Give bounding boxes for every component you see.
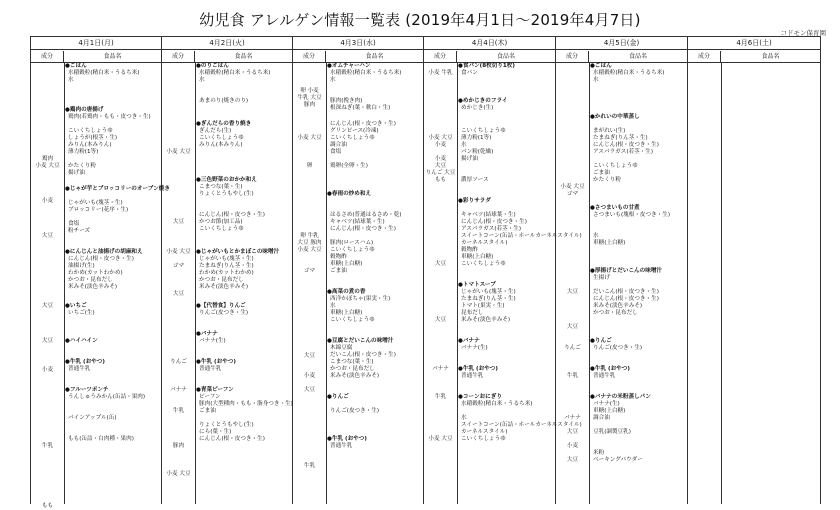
dish-name: ●牛乳 (おやつ) bbox=[65, 359, 105, 365]
dish-name: ●鶏肉の唐揚げ bbox=[65, 107, 104, 113]
ingredient-name: 水稲穀粒(精白米・うるち米) bbox=[461, 401, 533, 407]
ingredient-name: 薄力粉(1等) bbox=[68, 149, 99, 155]
dish-name: ●バナナ bbox=[196, 331, 218, 337]
dish-name: ●彩りサラダ bbox=[458, 198, 491, 204]
ingredient-name: かつお節(加工品) bbox=[199, 219, 243, 225]
ingredient-name: バナナ(生) bbox=[199, 338, 226, 344]
dish-name: ●フルーツポンチ bbox=[65, 387, 109, 393]
ingredient-name: うんしゅうみかん(缶詰・果肉) bbox=[68, 394, 146, 400]
allergen-cell: 大豆 bbox=[41, 233, 54, 239]
allergen-header: 成分 bbox=[31, 51, 64, 63]
ingredient-name: 車糖(上白糖) bbox=[593, 240, 626, 246]
allergen-cell: りんご bbox=[564, 345, 581, 351]
ingredient-name: 水 bbox=[330, 77, 336, 83]
day-column-2 bbox=[162, 37, 293, 504]
allergen-cell: バナナ bbox=[564, 415, 581, 421]
ingredient-name: かたくり粉 bbox=[68, 163, 96, 169]
allergen-cell: 小麦 大豆 ゴマ bbox=[560, 184, 585, 197]
allergen-cell: 牛乳 bbox=[41, 443, 54, 449]
food-header: 食品名 bbox=[628, 53, 647, 60]
dish-name: ●三色野菜のおかか和え bbox=[196, 177, 257, 183]
dish-name: ●りんご bbox=[590, 338, 612, 344]
ingredient-name: 米みそ(淡色辛みそ) bbox=[593, 303, 643, 309]
allergen-cell: 大豆 bbox=[41, 303, 54, 309]
ingredient-name: にんじん(根・皮つき・生) bbox=[593, 142, 659, 148]
food-header: 食品名 bbox=[234, 53, 253, 60]
dish-name: ●めかじきのフライ bbox=[458, 98, 508, 104]
ingredient-name: だいこん(根・皮つき・生) bbox=[593, 289, 659, 295]
ingredient-name: 車糖(上白糖) bbox=[330, 310, 363, 316]
ingredient-name: パインアップル(缶) bbox=[68, 415, 117, 421]
allergen-cell: 小麦 牛乳 bbox=[428, 70, 453, 76]
dish-name: ●ハイハイン bbox=[65, 338, 98, 344]
allergen-cell: 小麦 大豆 小麦 小麦 大豆 りんご 大豆 もも bbox=[425, 135, 456, 183]
ingredient-name: カーネルスタイル) bbox=[461, 240, 508, 246]
ingredient-name: 油揚げ(生) bbox=[68, 263, 95, 269]
ingredient-name: 根深ねぎ(葉・軟白・生) bbox=[330, 105, 391, 111]
allergen-header: 成分 bbox=[688, 51, 721, 63]
ingredient-name: たまねぎ(りん茎・生) bbox=[593, 135, 648, 141]
ingredient-name: スイートコーン(缶詰・ホールカーネルスタイル) bbox=[461, 422, 582, 428]
ingredient-name: 生揚げ bbox=[593, 275, 610, 281]
ingredient-name: 薄力粉(1等) bbox=[461, 135, 492, 141]
column-subheader bbox=[556, 51, 687, 63]
ingredient-name: ピーフン bbox=[199, 394, 221, 400]
ingredient-name: にんじん(根・皮つき・生) bbox=[330, 226, 396, 232]
allergen-cell: 小麦 大豆 bbox=[166, 471, 191, 477]
allergen-cell: 牛乳 bbox=[172, 408, 185, 414]
ingredient-name: 豚肉(ロースハム) bbox=[330, 240, 374, 246]
ingredient-name: アスパラガス(若茎・生) bbox=[593, 149, 654, 155]
date-header: 4月5日(金) bbox=[556, 37, 687, 50]
allergen-cell: 小麦 大豆 bbox=[428, 436, 453, 442]
ingredient-name: しょうが(根茎・生) bbox=[68, 135, 118, 141]
ingredient-name: 水稲穀粒(精白米・うるち米) bbox=[68, 70, 140, 76]
ingredient-name: キャベツ(結球葉・生) bbox=[461, 212, 516, 218]
ingredient-name: 鶏肉(若鶏肉・もも・皮つき・生) bbox=[68, 114, 151, 120]
ingredient-name: りょくとうもやし(生) bbox=[199, 191, 254, 197]
ingredient-name: 豚肉(大型種肉・もも・脂身つき・生) bbox=[199, 401, 293, 407]
column-body bbox=[293, 63, 423, 504]
dish-name: ●高菜の煮の香 bbox=[327, 289, 366, 295]
ingredient-name: ごま油 bbox=[199, 408, 216, 414]
dish-name: ●にんじんと油揚げの胡麻和え bbox=[65, 249, 143, 255]
allergen-cell: 小麦 bbox=[566, 443, 579, 449]
ingredient-name: 昆布だし bbox=[461, 310, 484, 316]
ingredient-name: 水 bbox=[461, 142, 467, 148]
ingredient-name: こいくちしょうゆ bbox=[461, 436, 506, 442]
ingredient-name: アスパラガス(若茎・生) bbox=[461, 226, 522, 232]
day-column-3 bbox=[293, 37, 424, 504]
ingredient-name: ぎんだら(生) bbox=[199, 128, 232, 134]
dish-name: ●春雨の炒め和え bbox=[327, 191, 372, 197]
allergen-header: 成分 bbox=[556, 51, 589, 63]
dish-name: ●牛乳 (おやつ) bbox=[196, 359, 236, 365]
dish-name: ●オムチャーハン bbox=[327, 63, 371, 69]
ingredient-name: スイートコーン(缶詰・ホールカーネルスタイル) bbox=[461, 233, 582, 239]
column-body bbox=[31, 63, 170, 509]
ingredient-name: 調合油 bbox=[330, 142, 347, 148]
allergen-header: 成分 bbox=[293, 51, 326, 63]
allergen-cell: 小麦 bbox=[41, 198, 54, 204]
date-header: 4月3日(水) bbox=[293, 37, 423, 50]
ingredient-name: 粉チーズ bbox=[68, 228, 91, 234]
allergen-cell: もも bbox=[41, 503, 54, 509]
food-header: 食品名 bbox=[103, 53, 122, 60]
ingredient-name: 濃厚ソース bbox=[461, 177, 489, 183]
ingredient-name: ごま油 bbox=[330, 268, 347, 274]
allergen-cell: 豚肉 bbox=[172, 443, 185, 449]
ingredient-name: 鶏卵(全卵・生) bbox=[330, 163, 368, 169]
column-divider bbox=[721, 63, 722, 504]
allergen-header: 成分 bbox=[162, 51, 195, 63]
ingredient-name: わかめ(カットわかめ) bbox=[199, 270, 254, 276]
ingredient-name: わかめ(カットわかめ) bbox=[68, 270, 123, 276]
ingredient-name: にんじん(根・皮つき・生) bbox=[461, 219, 527, 225]
organization-name: コドモン保育園 bbox=[780, 29, 826, 37]
ingredient-name: 調合油 bbox=[593, 415, 610, 421]
ingredient-name: かつお・昆布だし bbox=[593, 310, 638, 316]
ingredient-name: にんじん(根・皮つき・生) bbox=[593, 296, 659, 302]
dish-name: ●牛乳 (おやつ) bbox=[458, 366, 498, 372]
column-subheader bbox=[31, 51, 161, 63]
ingredient-name: じゃがいも(塊茎・生) bbox=[461, 289, 516, 295]
ingredient-name: りんご(皮つき・生) bbox=[593, 345, 643, 351]
allergen-cell: 大豆 bbox=[172, 291, 185, 297]
dish-name: ●ぎんだらの香り焼き bbox=[196, 121, 252, 127]
ingredient-name: 揚げ油 bbox=[461, 156, 478, 162]
dish-name: ●牛乳 (おやつ) bbox=[590, 366, 630, 372]
ingredient-name: みりん(本みりん) bbox=[199, 142, 243, 148]
allergen-cell: 牛乳 bbox=[566, 373, 579, 379]
column-body bbox=[162, 63, 292, 504]
allergen-cell: 大豆 bbox=[172, 219, 185, 225]
ingredient-name: 普通牛乳 bbox=[461, 373, 484, 379]
ingredient-name: りょくとうもやし(生) bbox=[199, 422, 254, 428]
ingredient-name: 米みそ(淡色辛みそ) bbox=[330, 373, 380, 379]
ingredient-name: りんご(皮つき・生) bbox=[199, 310, 249, 316]
dish-name: ●じゃが芋とブロッコリーのオーブン焼き bbox=[65, 186, 170, 192]
allergen-cell: ゴマ bbox=[172, 263, 185, 269]
dish-name: ●バナナ bbox=[458, 338, 480, 344]
allergen-cell: 小麦 大豆 bbox=[166, 249, 191, 255]
ingredient-name: もも(缶詰・白肉種・果肉) bbox=[68, 436, 134, 442]
dish-name: ●牛乳 (おやつ) bbox=[327, 436, 367, 442]
allergen-cell: 大豆 bbox=[566, 457, 579, 463]
ingredient-name: 穀物酢 bbox=[461, 247, 478, 253]
ingredient-name: まがれい(生) bbox=[593, 128, 626, 134]
ingredient-name: さつまいも(塊根・皮つき・生) bbox=[593, 212, 671, 218]
ingredient-name: 米みそ(淡色辛みそ) bbox=[68, 284, 118, 290]
ingredient-name: ごま油 bbox=[593, 170, 610, 176]
allergen-cell: 卵 小麦 牛乳 大豆 豚肉 bbox=[297, 88, 322, 108]
ingredient-name: にんじん(根・皮つき・生) bbox=[199, 212, 265, 218]
dish-name: ●じゃがいもとかまぼこの味噌汁 bbox=[196, 249, 280, 255]
ingredient-name: 穀物酢 bbox=[330, 254, 347, 260]
ingredient-name: 木綿豆腐 bbox=[330, 345, 353, 351]
dish-name: ●いちご bbox=[65, 303, 87, 309]
allergen-cell: 小麦 大豆 bbox=[297, 135, 322, 141]
ingredient-name: 車糖(上白糖) bbox=[593, 408, 626, 414]
allergen-cell: 大豆 bbox=[566, 289, 579, 295]
dish-name: ●ごはん bbox=[65, 63, 87, 69]
food-header: 食品名 bbox=[496, 53, 515, 60]
date-header: 4月6日(土) bbox=[688, 37, 820, 50]
ingredient-name: こいくちしょうゆ bbox=[461, 261, 506, 267]
ingredient-name: バナナ(生) bbox=[461, 345, 488, 351]
ingredient-name: みりん(本みりん) bbox=[68, 142, 112, 148]
allergen-cell: 小麦 大豆 bbox=[166, 149, 191, 155]
allergen-cell: 小麦 bbox=[303, 373, 316, 379]
dish-name: ●豆腐とだいこんの味噌汁 bbox=[327, 338, 394, 344]
ingredient-name: 車糖(上白糖) bbox=[330, 261, 363, 267]
allergen-cell: 大豆 bbox=[303, 353, 316, 359]
allergen-cell: 卵 bbox=[306, 163, 313, 169]
ingredient-name: こまつな(葉・生) bbox=[199, 184, 243, 190]
ingredient-name: ベーキングパウダー bbox=[593, 457, 643, 463]
ingredient-name: グリンピース(冷凍) bbox=[330, 128, 379, 134]
column-body bbox=[688, 63, 820, 504]
ingredient-name: キャベツ(結球葉・生) bbox=[330, 219, 385, 225]
ingredient-name: 水 bbox=[68, 77, 74, 83]
allergen-cell: バナナ bbox=[170, 387, 187, 393]
ingredient-name: にんじん(根・皮つき・生) bbox=[199, 436, 265, 442]
ingredient-name: かたくり粉 bbox=[593, 177, 621, 183]
ingredient-name: こいくちしょうゆ bbox=[68, 128, 113, 134]
dish-name: ●のりごはん bbox=[196, 63, 229, 69]
ingredient-name: 米みそ(淡色辛みそ) bbox=[461, 317, 511, 323]
dish-name: ●ごはん bbox=[590, 63, 612, 69]
ingredient-name: 食塩 bbox=[68, 221, 80, 227]
ingredient-name: こいくちしょうゆ bbox=[461, 128, 506, 134]
ingredient-name: こいくちしょうゆ bbox=[330, 247, 375, 253]
ingredient-name: にら(葉・生) bbox=[199, 429, 232, 435]
allergen-cell: りんご bbox=[170, 359, 187, 365]
day-column-1 bbox=[31, 37, 170, 509]
allergen-cell: 大豆 bbox=[434, 261, 447, 267]
ingredient-name: いちご(生) bbox=[68, 310, 95, 316]
ingredient-name: 水 bbox=[593, 77, 599, 83]
food-header: 食品名 bbox=[365, 53, 384, 60]
dish-name: ●青菜ピーフン bbox=[196, 387, 234, 393]
ingredient-name: こまつな(葉・生) bbox=[330, 359, 374, 365]
allergen-cell: バナナ bbox=[432, 366, 449, 372]
allergen-cell: 大豆 bbox=[566, 324, 579, 330]
ingredient-name: たまねぎ(りん茎・生) bbox=[461, 296, 516, 302]
ingredient-name: 水稲穀粒(精白米・うるち米) bbox=[330, 70, 402, 76]
ingredient-name: 米みそ(淡色辛みそ) bbox=[199, 284, 249, 290]
allergen-cell: 大豆 bbox=[303, 387, 316, 393]
ingredient-name: だいこん(根・皮つき・生) bbox=[330, 352, 396, 358]
ingredient-name: たまねぎ(りん茎・生) bbox=[199, 263, 254, 269]
ingredient-name: じゃがいも(塊茎・生) bbox=[68, 200, 123, 206]
ingredient-name: じゃがいも(塊茎・生) bbox=[199, 256, 254, 262]
ingredient-name: かつお・昆布だし bbox=[68, 277, 113, 283]
ingredient-name: あまのり(焼きのり) bbox=[199, 98, 249, 104]
food-header: 食品名 bbox=[761, 53, 780, 60]
dish-name: ●りんご bbox=[327, 394, 349, 400]
allergen-header: 成分 bbox=[424, 51, 457, 63]
allergen-cell: 牛乳 bbox=[434, 394, 447, 400]
allergen-cell: 小麦 bbox=[41, 367, 54, 373]
ingredient-name: 揚げ油 bbox=[68, 170, 85, 176]
ingredient-name: 水 bbox=[461, 415, 467, 421]
ingredient-name: りんご(皮つき・生) bbox=[330, 408, 380, 414]
ingredient-name: パン粉(乾燥) bbox=[461, 149, 494, 155]
column-subheader bbox=[688, 51, 820, 63]
ingredient-name: ブロッコリー(花序・生) bbox=[68, 207, 129, 213]
dish-name: ●食パン(8枚切り1枚) bbox=[458, 63, 515, 69]
ingredient-name: こいくちしょうゆ bbox=[330, 135, 375, 141]
dish-name: ●コーンおにぎり bbox=[458, 394, 502, 400]
dish-name: ●さつまいもの甘煮 bbox=[590, 205, 640, 211]
ingredient-name: トマト(果実・生) bbox=[461, 303, 505, 309]
allergen-cell: 大豆 bbox=[566, 429, 579, 435]
ingredient-name: かつお・昆布だし bbox=[330, 366, 375, 372]
ingredient-name: こいくちしょうゆ bbox=[199, 135, 244, 141]
ingredient-name: こいくちしょうゆ bbox=[593, 163, 638, 169]
dish-name: ●トマトスープ bbox=[458, 282, 496, 288]
ingredient-name: 水 bbox=[593, 233, 599, 239]
ingredient-name: 西洋かぼちゃ(果実・生) bbox=[330, 296, 391, 302]
ingredient-name: めかじき(生) bbox=[461, 105, 494, 111]
allergen-cell: 鶏肉 小麦 大豆 bbox=[35, 156, 60, 169]
ingredient-name: バナナ(生) bbox=[593, 401, 620, 407]
ingredient-name: 食パン bbox=[461, 70, 478, 76]
dish-name: ●【代替食】りんご bbox=[196, 303, 246, 309]
day-column-5 bbox=[556, 37, 688, 504]
ingredient-name: にんじん(根・皮つき・生) bbox=[330, 121, 396, 127]
date-header: 4月4日(木) bbox=[424, 37, 555, 50]
ingredient-name: 普通牛乳 bbox=[68, 366, 91, 372]
ingredient-name: こいくちしょうゆ bbox=[199, 226, 244, 232]
ingredient-name: 米粉 bbox=[593, 450, 605, 456]
dish-name: ●バナナの米粉蒸しパン bbox=[590, 394, 651, 400]
ingredient-name: 普通牛乳 bbox=[199, 366, 222, 372]
page-title: 幼児食 アレルゲン情報一覧表 (2019年4月1日〜2019年4月7日) bbox=[199, 11, 641, 29]
column-subheader bbox=[293, 51, 423, 63]
ingredient-name: 車糖(上白糖) bbox=[461, 254, 494, 260]
ingredient-name: 水 bbox=[199, 77, 205, 83]
dish-name: ●厚揚げとだいこんの味噌汁 bbox=[590, 268, 663, 274]
ingredient-name: 普通牛乳 bbox=[593, 373, 616, 379]
allergen-table bbox=[30, 36, 821, 509]
ingredient-name: 豚肉(挽き肉) bbox=[330, 98, 363, 104]
ingredient-name: 水稲穀粒(精白米・うるち米) bbox=[593, 70, 665, 76]
column-subheader bbox=[162, 51, 292, 63]
allergen-cell: 卵 牛乳 大豆 豚肉 小麦 大豆 bbox=[297, 233, 322, 253]
date-header: 4月1日(月) bbox=[31, 37, 161, 50]
column-subheader bbox=[424, 51, 555, 63]
ingredient-name: 普通牛乳 bbox=[330, 443, 353, 449]
ingredient-name: にんじん(根・皮つき・生) bbox=[68, 256, 134, 262]
column-body bbox=[556, 63, 687, 504]
ingredient-name: 水稲穀粒(精白米・うるち米) bbox=[199, 70, 271, 76]
ingredient-name: 豆乳(調製豆乳) bbox=[593, 429, 631, 435]
allergen-cell: ゴマ bbox=[303, 268, 316, 274]
allergen-cell: 大豆 bbox=[434, 317, 447, 323]
dish-name: ●かれいの中華蒸し bbox=[590, 114, 640, 120]
date-header: 4月2日(火) bbox=[162, 37, 292, 50]
ingredient-name: 水 bbox=[330, 303, 336, 309]
allergen-cell: 牛乳 bbox=[303, 463, 316, 469]
ingredient-name: こいくちしょうゆ bbox=[330, 317, 375, 323]
day-column-6 bbox=[688, 37, 821, 504]
allergen-cell: 大豆 bbox=[41, 338, 54, 344]
ingredient-name: はるさめ(普通はるさめ・乾) bbox=[330, 212, 402, 218]
ingredient-name: 食塩 bbox=[330, 149, 342, 155]
ingredient-name: かつお・昆布だし bbox=[199, 277, 244, 283]
ingredient-name: カーネルスタイル) bbox=[461, 429, 508, 435]
